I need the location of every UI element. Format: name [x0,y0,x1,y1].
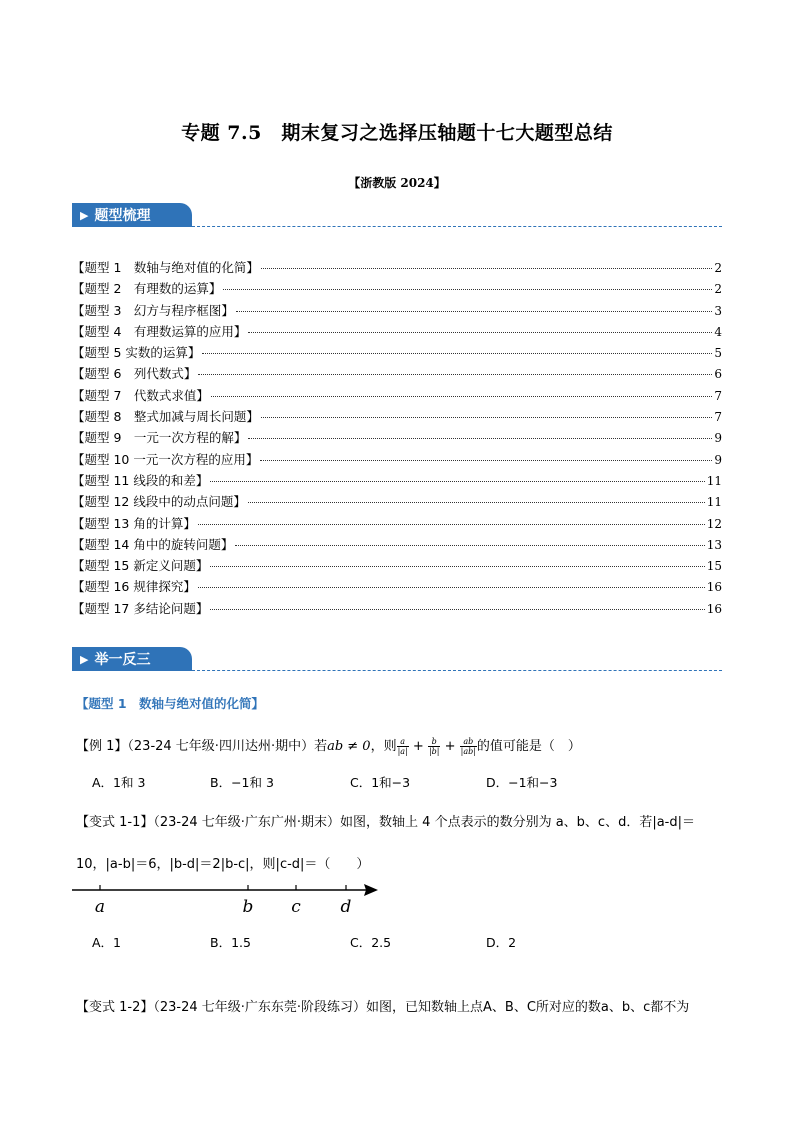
example1-suffix: 的值可能是（ ） [476,739,581,754]
toc-entry-page: 15 [706,559,722,574]
toc-entry-label: 【题型 5 实数的运算】 [72,345,201,361]
toc-leader-dots [211,396,712,397]
toc-leader-dots [261,417,712,418]
fraction: $\frac{ab}{|ab|}$ [460,737,476,756]
toc-entry[interactable] [72,322,722,343]
section-divider [192,670,722,671]
choice-a: A．1和 3 [92,775,146,790]
toc-entry[interactable] [72,492,722,513]
toc-entry-label: 【题型 12 线段中的动点问题】 [72,494,246,510]
example1-condition: ab ≠ 0 [327,739,371,754]
variant1-line1: 【变式 1-1】（23-24 七年级·广东广州·期末）如图，数轴上 4 个点表示的数分别为 a、b、c、d．若|a-d|＝ [76,815,695,830]
toc-entry[interactable] [72,471,722,492]
toc-entry-page: 12 [706,516,722,531]
toc-leader-dots [236,311,712,312]
toc-entry-label: 【题型 1 数轴与绝对值的化简】 [72,260,259,275]
toc-entry-label: 【题型 6 列代数式】 [72,366,197,382]
section-tab [72,203,192,227]
toc-entry-page: 11 [706,473,722,488]
toc-entry-page: 13 [706,537,722,552]
toc-entry-page: 16 [706,580,722,595]
toc-entry[interactable] [72,258,722,279]
toc-entry-page: 11 [706,495,722,510]
fraction: $\frac{a}{|a|}$ [397,737,408,756]
toc-leader-dots [202,353,712,354]
toc-leader-dots [210,481,704,482]
table-of-contents [72,258,722,620]
toc-entry-label: 【题型 17 多结论问题】 [72,600,209,616]
toc-entry-label: 【题型 11 线段的和差】 [72,472,209,488]
page-title: 专题 7.5 期末复习之选择压轴题十七大题型总结 [181,122,613,144]
toc-leader-dots [198,524,705,525]
toc-entry-page: 6 [714,367,722,382]
toc-entry-page: 16 [706,601,722,616]
toc-entry-label: 【题型 13 角的计算】 [72,515,196,531]
toc-leader-dots [198,587,705,588]
toc-leader-dots [248,438,712,439]
toc-entry-label: 【题型 3 幻方与程序框图】 [72,302,234,318]
toc-entry[interactable] [72,407,722,428]
toc-entry-page: 5 [714,346,722,361]
choice-c: C．1和−3 [350,775,411,790]
choice-c: C．2.5 [350,935,392,950]
choice-d: D．2 [486,935,517,950]
toc-leader-dots [261,268,712,269]
toc-entry[interactable] [72,514,722,535]
play-triangle-icon: ▶ [80,208,89,222]
section-divider [192,226,722,227]
toc-entry[interactable] [72,364,722,385]
choice-b: B．−1和 3 [210,775,274,790]
toc-entry-page: 9 [714,452,722,467]
point-label-a: a [94,897,106,917]
toc-entry[interactable] [72,279,722,300]
section-tab [72,647,192,671]
toc-entry-label: 【题型 9 一元一次方程的解】 [72,430,247,446]
toc-entry[interactable] [72,450,722,471]
section-tab-label: 举一反三 [94,652,151,668]
number-line-figure [72,878,392,920]
toc-leader-dots [223,289,712,290]
fraction: $\frac{b}{|b|}$ [428,737,440,756]
variant2-line1: 【变式 1-2】（23-24 七年级·广东东莞·阶段练习）如图，已知数轴上点A、B、C所对应的数a、b、c都不为 [76,1000,690,1015]
arrow-head-icon [364,884,378,896]
point-label-d: d [340,897,352,917]
toc-entry[interactable] [72,599,722,620]
toc-entry-label: 【题型 7 代数式求值】 [72,387,209,403]
toc-entry-page: 2 [714,282,722,297]
toc-entry[interactable] [72,577,722,598]
toc-entry-page: 7 [714,388,722,403]
variant1-line2: 10，|a-b|＝6，|b-d|＝2|b-c|，则|c-d|＝（ ） [76,857,370,872]
toc-entry[interactable] [72,386,722,407]
point-label-c: c [291,897,301,917]
toc-entry-page: 9 [714,431,722,446]
choice-d: D．−1和−3 [486,775,558,790]
play-triangle-icon: ▶ [80,652,89,666]
toc-entry-page: 7 [714,410,722,425]
toc-entry-page: 3 [714,303,722,318]
toc-entry-label: 【题型 15 新定义问题】 [72,558,209,574]
example1-question: 【例 1】（23-24 七年级·四川达州·期中）若ab ≠ 0，则 $\frac{a}{|a|}$ + $\frac{b}{|b|}$ + $\frac{ab}{|ab|}$ 的值可能是（ ） [76,737,581,756]
point-label-b: b [242,897,254,917]
toc-entry-label: 【题型 16 规律探究】 [72,579,196,595]
toc-entry[interactable] [72,343,722,364]
toc-entry-page: 2 [714,261,722,275]
type1-heading: 【题型 1 数轴与绝对值的化简】 [76,696,265,711]
choice-b: B．1.5 [210,935,251,950]
toc-entry-page: 4 [714,324,722,339]
edition-subtitle: 【浙教版 2024】 [348,176,446,190]
section-header-toc [72,203,722,229]
section-header-examples [72,647,722,673]
example1-mid: ，则 [370,739,397,754]
toc-leader-dots [198,374,712,375]
toc-entry-label: 【题型 14 角中的旋转问题】 [72,536,234,552]
toc-leader-dots [248,332,712,333]
toc-entry-label: 【题型 8 整式加减与周长问题】 [72,409,259,425]
section-tab-label: 题型梳理 [94,208,151,224]
toc-leader-dots [260,460,712,461]
toc-entry[interactable] [72,301,722,322]
choice-a: A．1 [92,935,122,950]
toc-entry-label: 【题型 2 有理数的运算】 [72,281,222,297]
toc-leader-dots [248,502,705,503]
toc-leader-dots [210,609,704,610]
toc-entry-label: 【题型 10 一元一次方程的应用】 [72,451,259,467]
toc-leader-dots [210,566,704,567]
toc-entry-label: 【题型 4 有理数运算的应用】 [72,323,247,339]
example1-prefix: 【例 1】（23-24 七年级·四川达州·期中）若 [76,739,328,754]
toc-entry[interactable] [72,556,722,577]
toc-entry[interactable] [72,428,722,449]
toc-entry[interactable] [72,535,722,556]
toc-leader-dots [235,545,704,546]
